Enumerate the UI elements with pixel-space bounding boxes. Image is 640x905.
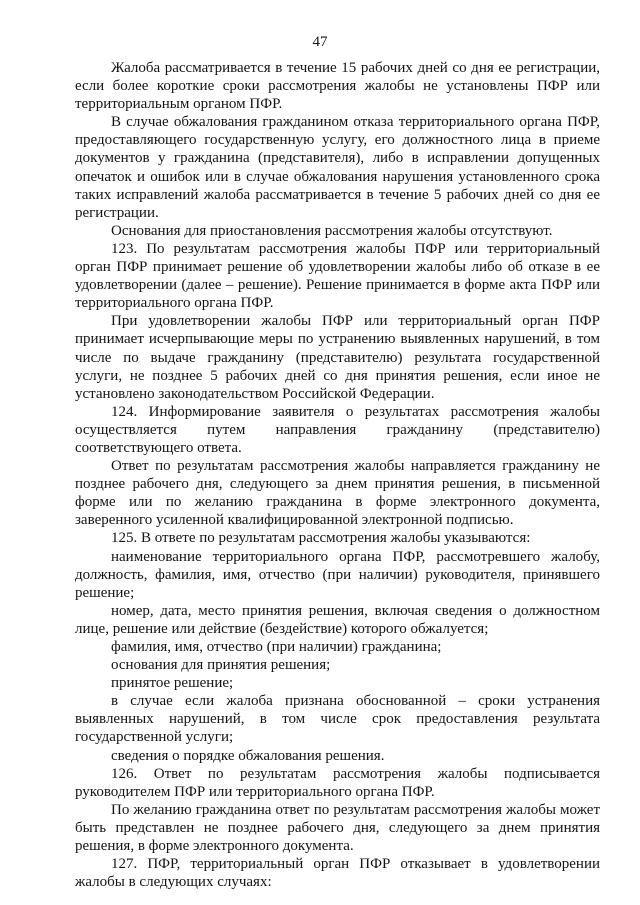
list-item-remedy-deadlines: в случае если жалоба признана обоснованной – сроки устранения выявленных нарушений, в том числе срок предоставления результата государственной услуги; — [75, 693, 600, 746]
list-item-appeal-procedure: сведения о порядке обжалования решения. — [111, 747, 385, 764]
list-item-citizen-name: фамилия, имя, отчество (при наличии) гражданина; — [111, 639, 442, 655]
paragraph-clause-125: 125. В ответе по результатам рассмотрения жалобы указываются: — [111, 530, 531, 547]
list-item-decision-grounds: основания для принятия решения; — [111, 657, 331, 674]
list-item-decision-details: номер, дата, место принятия решения, включая сведения о должностном лице, решение или действие (бездействие) которого обжалуется; — [75, 602, 600, 637]
list-item-authority-name: наименование территориального органа ПФР, рассмотревшего жалобу, должность, фамилия, имя, отчество (при наличии) руководителя, принявшего решение; — [75, 548, 600, 601]
list-item-decision: принятое решение; — [111, 675, 234, 692]
page-number: 47 — [312, 34, 328, 50]
paragraph-clause-123: 123. По результатам рассмотрения жалобы ПФР или территориальный орган ПФР принимает решение об удовлетворении жалобы либо об отказе в ее удовлетворении (далее – решение). Решение принимается в форме акта ПФР или территориального органа ПФР. — [75, 240, 600, 312]
paragraph-clause-127: 127. ПФР, территориальный орган ПФР отказывает в удовлетворении жалобы в следующих случаях: — [75, 856, 600, 891]
paragraph-response-delivery: Ответ по результатам рассмотрения жалобы направляется гражданину не позднее рабочего дня, следующего за днем принятия решения, в письменной форме или по желанию гражданина в форме электронного документа, заверенного усиленной квалифицированной электронной подписью. — [75, 458, 600, 529]
paragraph-clause-124: 124. Информирование заявителя о результатах рассмотрения жалобы осуществляется путем направления гражданину (представителю) соответствующего ответа. — [75, 403, 600, 456]
paragraph-electronic-response: По желанию гражданина ответ по результатам рассмотрения жалобы может быть представлен не позднее рабочего дня, следующего за днем принятия решения, в форме электронного документа. — [75, 801, 600, 855]
document-body — [75, 59, 600, 891]
paragraph-refusal-appeal-period: В случае обжалования гражданином отказа территориального органа ПФР, предоставляющего государственную услугу, его должностного лица в приеме документов у гражданина (представителя), либо в исправлении допущенных опечаток и ошибок или в случае обжалования нарушения установленного срока таких исправлений жалоба рассматривается в течение 5 рабочих дней со дня ее регистрации. — [75, 114, 600, 221]
paragraph-no-suspension-grounds: Основания для приостановления рассмотрения жалобы отсутствуют. — [111, 222, 553, 239]
paragraph-satisfaction-measures: При удовлетворении жалобы ПФР или территориальный орган ПФР принимает исчерпывающие меры по устранению выявленных нарушений, в том числе по выдаче гражданину (представителю) результата государственной услуги, не позднее 5 рабочих дней со дня принятия решения, если иное не установлено законодательством Российской Федерации. — [75, 313, 600, 402]
paragraph-complaint-review-period: Жалоба рассматривается в течение 15 рабочих дней со дня ее регистрации, если более короткие сроки рассмотрения жалобы не установлены ПФР или территориальным органом ПФР. — [75, 60, 600, 113]
paragraph-clause-126: 126. Ответ по результатам рассмотрения жалобы подписывается руководителем ПФР или территориального органа ПФР. — [75, 765, 600, 800]
